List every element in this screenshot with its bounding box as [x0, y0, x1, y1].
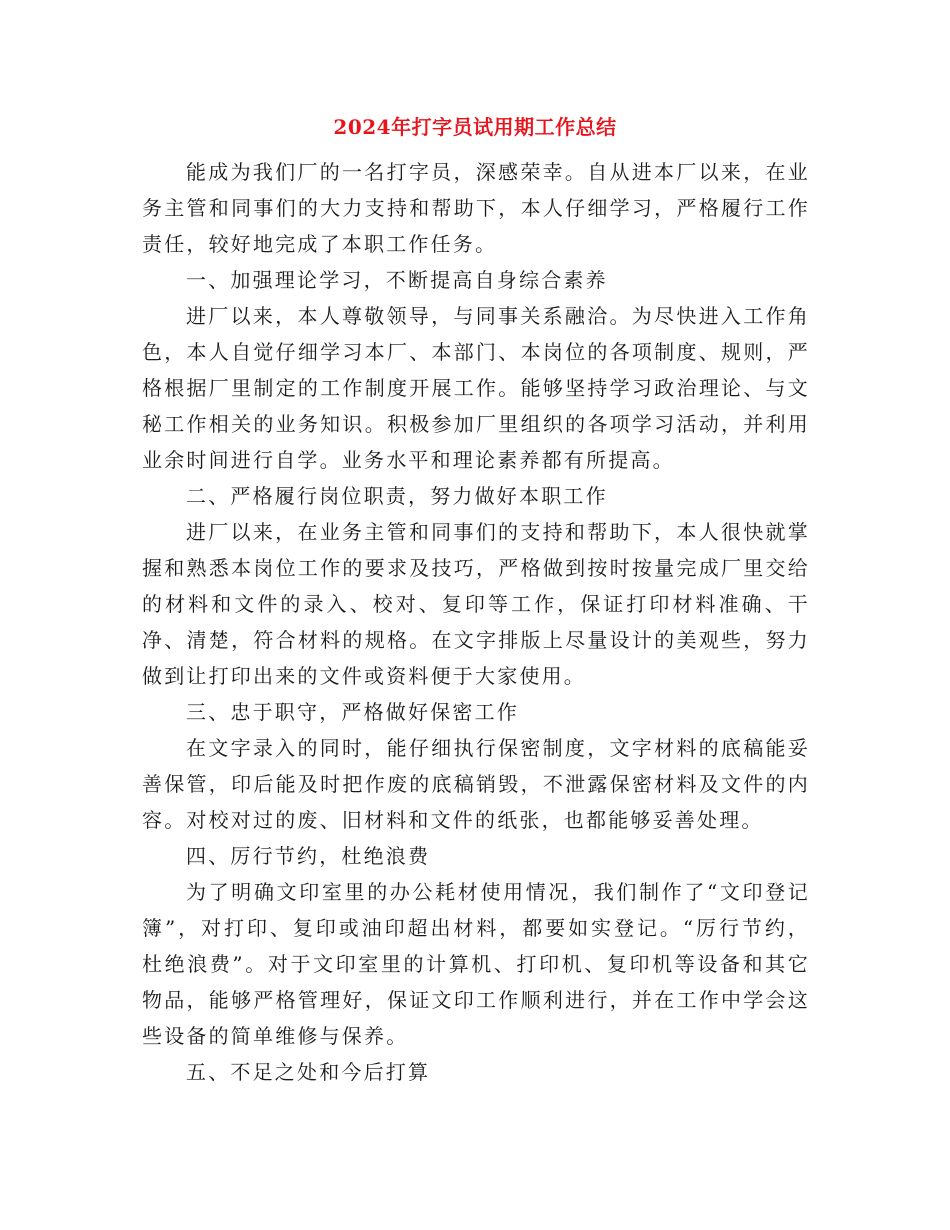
document-body [142, 154, 810, 1090]
paragraph-intro: 能成为我们厂的一名打字员，深感荣幸。自从进本厂以来，在业务主管和同事们的大力支持和帮助下，本人仔细学习，严格履行工作责任，较好地完成了本职工作任务。 [142, 160, 810, 256]
paragraph-section-3: 在文字录入的同时，能仔细执行保密制度，文字材料的底稿能妥善保管，印后能及时把作废的底稿销毁，不泄露保密材料及文件的内容。对校对过的废、旧材料和文件的纸张，也都能够妥善处理。 [142, 736, 810, 832]
section-heading-5: 五、不足之处和今后打算 [186, 1060, 431, 1084]
paragraph-section-2: 进厂以来，在业务主管和同事们的支持和帮助下，本人很快就掌握和熟悉本岗位工作的要求及技巧，严格做到按时按量完成厂里交给的材料和文件的录入、校对、复印等工作，保证打印材料准确、干净、清楚，符合材料的规格。在文字排版上尽量设计的美观些，努力做到让打印出来的文件或资料便于大家使用。 [142, 520, 810, 688]
paragraph-section-1: 进厂以来，本人尊敬领导，与同事关系融洽。为尽快进入工作角色，本人自觉仔细学习本厂、本部门、本岗位的各项制度、规则，严格根据厂里制定的工作制度开展工作。能够坚持学习政治理论、与文秘工作相关的业务知识。积极参加厂里组织的各项学习活动，并利用业余时间进行自学。业务水平和理论素养都有所提高。 [142, 304, 810, 472]
document-title: 2024年打字员试用期工作总结 [333, 115, 617, 139]
section-heading-2: 二、严格履行岗位职责，努力做好本职工作 [186, 484, 608, 508]
section-heading-4: 四、厉行节约，杜绝浪费 [186, 844, 431, 868]
paragraph-section-4: 为了明确文印室里的办公耗材使用情况，我们制作了“文印登记簿”，对打印、复印或油印超出材料，都要如实登记。“厉行节约，杜绝浪费”。对于文印室里的计算机、打印机、复印机等设备和其它物品，能够严格管理好，保证文印工作顺利进行，并在工作中学会这些设备的简单维修与保养。 [142, 880, 810, 1048]
section-heading-1: 一、加强理论学习，不断提高自身综合素养 [186, 268, 608, 292]
section-heading-3: 三、忠于职守，严格做好保密工作 [186, 700, 519, 724]
